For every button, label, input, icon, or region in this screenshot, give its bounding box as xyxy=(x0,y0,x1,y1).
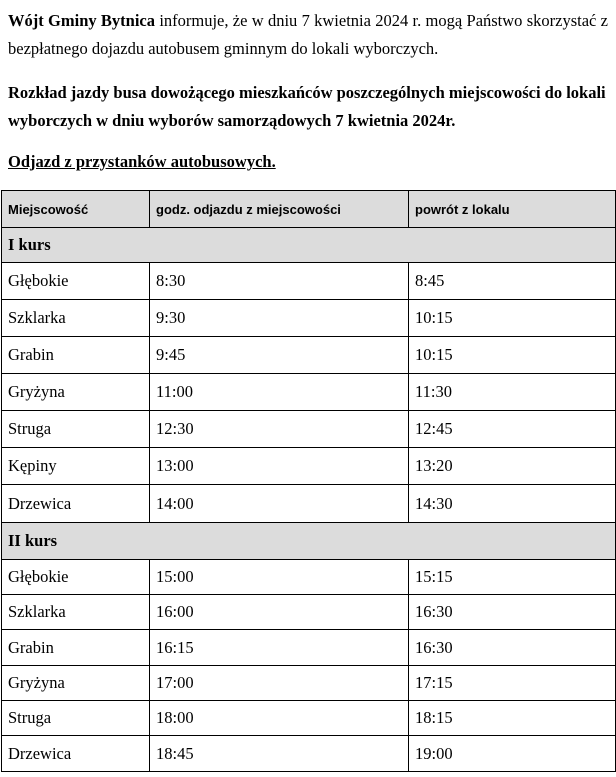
cell-place: Szklarka xyxy=(2,300,150,337)
header-departure: godz. odjazdu z miejscowości xyxy=(150,191,409,228)
cell-return: 18:15 xyxy=(409,701,616,736)
header-place: Miejscowość xyxy=(2,191,150,228)
table-row xyxy=(2,666,616,701)
cell-place: Grabin xyxy=(2,337,150,374)
table-row xyxy=(2,300,616,337)
cell-place: Drzewica xyxy=(2,736,150,772)
cell-return: 19:00 xyxy=(409,736,616,772)
table-row xyxy=(2,411,616,448)
cell-departure: 11:00 xyxy=(150,374,409,411)
cell-return: 12:45 xyxy=(409,411,616,448)
cell-departure: 14:00 xyxy=(150,485,409,523)
table-row xyxy=(2,736,616,772)
cell-place: Gryżyna xyxy=(2,666,150,701)
cell-departure: 18:00 xyxy=(150,701,409,736)
table-row xyxy=(2,630,616,666)
cell-return: 16:30 xyxy=(409,630,616,666)
cell-place: Szklarka xyxy=(2,595,150,630)
intro-text: informuje, że w dniu 7 kwietnia 2024 r. mogą Państwo skorzystać z bezpłatnego dojazdu autobusem gminnym do lokali wyborczych. xyxy=(8,11,608,58)
course-row xyxy=(2,228,616,263)
cell-place: Struga xyxy=(2,411,150,448)
cell-return: 11:30 xyxy=(409,374,616,411)
cell-departure: 15:00 xyxy=(150,560,409,595)
course-row xyxy=(2,523,616,560)
cell-return: 14:30 xyxy=(409,485,616,523)
cell-departure: 13:00 xyxy=(150,448,409,485)
cell-departure: 9:30 xyxy=(150,300,409,337)
cell-place: Głębokie xyxy=(2,560,150,595)
table-row xyxy=(2,448,616,485)
intro-author: Wójt Gminy Bytnica xyxy=(8,11,156,30)
cell-place: Struga xyxy=(2,701,150,736)
cell-place: Kępiny xyxy=(2,448,150,485)
table-row xyxy=(2,595,616,630)
intro-paragraph xyxy=(8,7,608,63)
table-row xyxy=(2,374,616,411)
cell-place: Gryżyna xyxy=(2,374,150,411)
schedule-subheading: Odjazd z przystanków autobusowych. xyxy=(8,152,276,171)
table-row xyxy=(2,263,616,300)
cell-departure: 9:45 xyxy=(150,337,409,374)
schedule-body xyxy=(2,228,616,772)
cell-place: Grabin xyxy=(2,630,150,666)
cell-departure: 18:45 xyxy=(150,736,409,772)
cell-return: 17:15 xyxy=(409,666,616,701)
cell-departure: 16:00 xyxy=(150,595,409,630)
schedule-table xyxy=(1,190,616,772)
cell-departure: 12:30 xyxy=(150,411,409,448)
course-label: II kurs xyxy=(2,523,616,560)
schedule-heading: Rozkład jazdy busa dowożącego mieszkańców poszczególnych miejscowości do lokali wyborczych w dniu wyborów samorządowych 7 kwietnia 2024r. xyxy=(8,83,606,130)
table-row xyxy=(2,701,616,736)
cell-place: Drzewica xyxy=(2,485,150,523)
cell-return: 16:30 xyxy=(409,595,616,630)
cell-departure: 17:00 xyxy=(150,666,409,701)
cell-return: 15:15 xyxy=(409,560,616,595)
cell-place: Głębokie xyxy=(2,263,150,300)
table-row xyxy=(2,485,616,523)
cell-return: 8:45 xyxy=(409,263,616,300)
table-row xyxy=(2,337,616,374)
cell-departure: 16:15 xyxy=(150,630,409,666)
cell-departure: 8:30 xyxy=(150,263,409,300)
cell-return: 10:15 xyxy=(409,300,616,337)
table-header-row xyxy=(2,191,616,228)
course-label: I kurs xyxy=(2,228,616,263)
header-return: powrót z lokalu xyxy=(409,191,616,228)
cell-return: 13:20 xyxy=(409,448,616,485)
cell-return: 10:15 xyxy=(409,337,616,374)
table-row xyxy=(2,560,616,595)
